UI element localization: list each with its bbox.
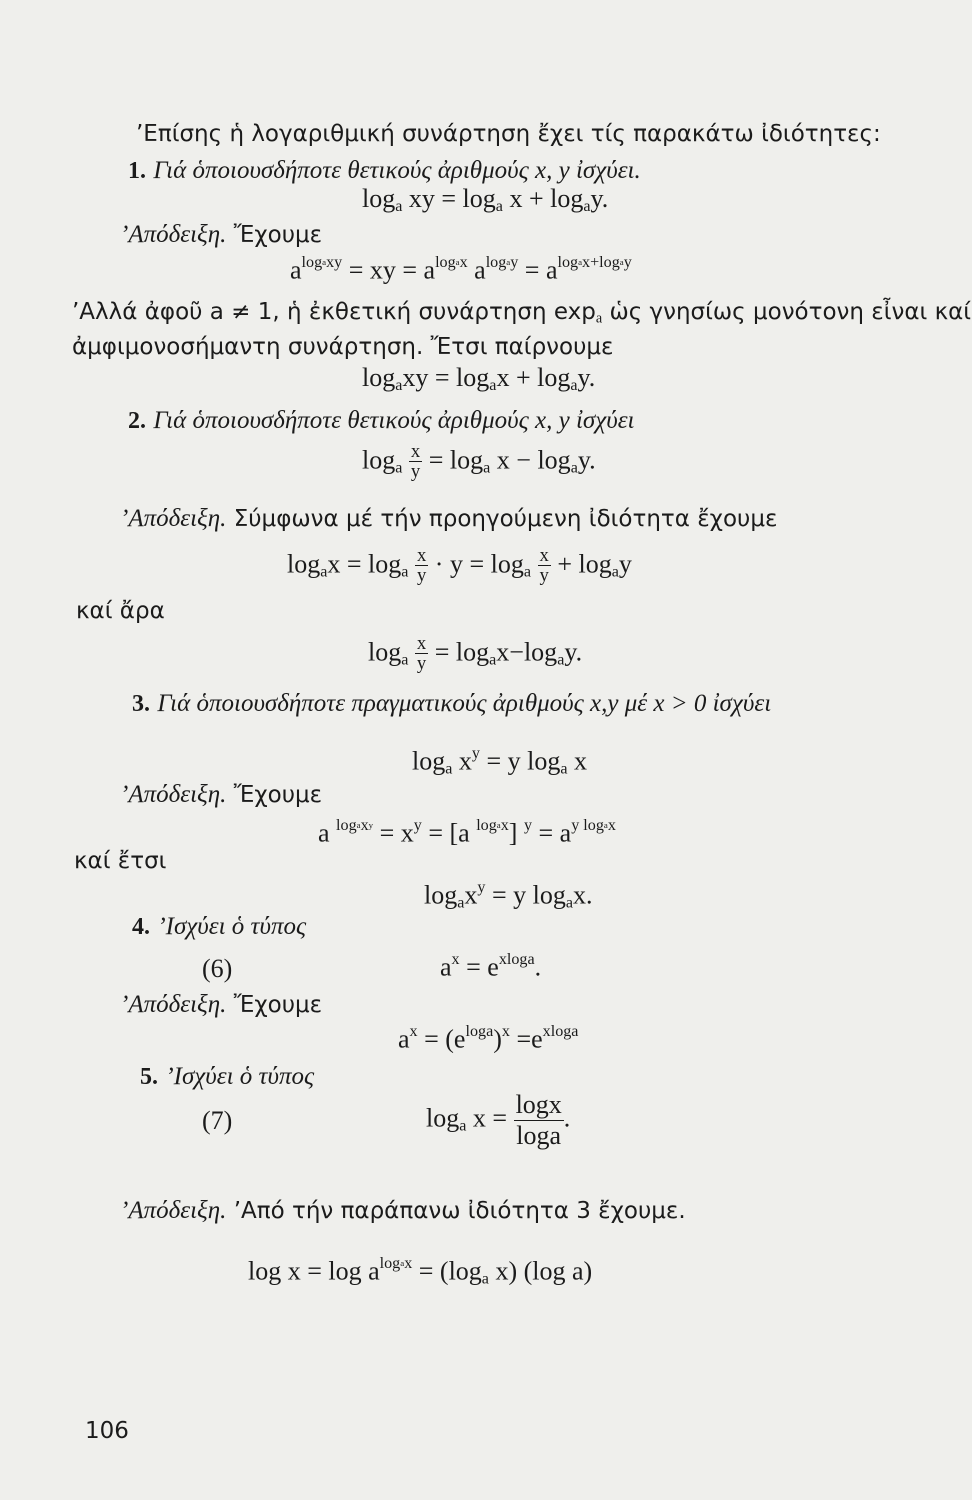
proof-5-text: ’Από τήν παράπανω ἰδιότητα 3 ἔχουμε.: [233, 1198, 686, 1224]
proof-3-heading: [120, 782, 322, 807]
item-number: 3.: [132, 691, 150, 717]
proof-1-line-1: [72, 301, 971, 326]
property-4: [132, 914, 306, 939]
equation-1-proof: $a^{logaxy}$ = xy = $a^{logax}$ $a^{logay} = a^{logax+logay}$: [290, 254, 632, 285]
proof-label: ’Απόδειξη.: [120, 781, 227, 808]
equation-4-proof: $a^x = (e^{loga})^x =e^{xloga}$: [398, 1023, 579, 1054]
equation-5-label: (7): [202, 1106, 233, 1135]
item-number: 1.: [128, 158, 146, 184]
kai-etsi: καί ἔτσι: [74, 848, 167, 874]
proof-5-heading: [120, 1198, 686, 1223]
equation-1-result: $\log_axy = \log_ax + \log_ay$.: [362, 363, 596, 395]
proof-2-heading: [120, 506, 777, 531]
equation-4: $a^x = e^{xloga}$.: [440, 951, 542, 982]
proof-1-heading: [120, 222, 322, 247]
property-3: [132, 691, 771, 716]
proof-verb: Ἔχουμε: [233, 222, 323, 248]
equation-4-label: (6): [202, 954, 233, 983]
equation-5: $\log_a x$ = $\frac{\log x}{\log a}$ .: [426, 1090, 571, 1150]
proof-verb: Ἔχουμε: [233, 992, 323, 1018]
proof-1-line-2: ἀμφιμονοσήμαντη συνάρτηση. Ἔτσι παίρνουμε: [72, 334, 614, 360]
property-5: [140, 1064, 314, 1089]
equation-2-proof: $\log_ax = \log_a$ $\frac{x}{y}$ · $y = \log_a$ $\frac{x}{y}$ + $\log_ay$: [287, 545, 632, 586]
item-number: 4.: [132, 914, 150, 940]
item-text: Γιά ὁποιουσδήποτε θετικούς ἀριθμούς x, y ἰσχύει.: [153, 157, 641, 184]
equation-2-result: $\log_a$ $\frac{x}{y}$ = $\log_ax-\log_ay$.: [368, 633, 583, 674]
item-text: Γιά ὁποιουσδήποτε θετικούς ἀριθμούς x, y ἰσχύει: [153, 407, 635, 434]
equation-1: $\log_a$ xy = $\log_a x + \log_ay$.: [362, 184, 609, 216]
intro-text: ’Επίσης ἡ λογαριθμική συνάρτηση ἔχει τίς παρακάτω ἰδιότητες:: [136, 121, 881, 147]
item-number: 2.: [128, 408, 146, 434]
proof-4-heading: [120, 992, 322, 1017]
proof-1-sub: a: [595, 310, 603, 327]
equation-3-result: $\log_ax^y = y$ $\log_ax$.: [424, 879, 593, 912]
item-text: Γιά ὁποιουσδήποτε πραγματικούς ἀριθμούς x,y μέ x > 0 ἰσχύει: [157, 690, 772, 717]
proof-label: ’Απόδειξη.: [120, 991, 227, 1018]
property-1: [128, 158, 641, 183]
proof-label: ’Απόδειξη.: [120, 1197, 227, 1224]
proof-label: ’Απόδειξη.: [120, 221, 227, 248]
equation-3: $\log_a x^y = y$ $\log_a x$: [412, 745, 587, 778]
proof-verb: Ἔχουμε: [233, 782, 323, 808]
proof-1-text-end: ὡς γνησίως μονότονη εἶναι καί: [602, 299, 972, 325]
page-number: 106: [85, 1418, 129, 1444]
equation-3-proof: a $^{logaxy} = x^y = [a$ $^{logax}$] $^y = a^{y logax}$: [318, 817, 616, 848]
proof-label: ’Απόδειξη.: [120, 505, 227, 532]
item-text: ’Ισχύει ὁ τύπος: [165, 1063, 315, 1090]
equation-2: $\log_a$ $\frac{x}{y}$ = $\log_a x - \log_ay$.: [362, 441, 596, 482]
item-number: 5.: [140, 1064, 158, 1090]
kai-ara: καί ἄρα: [76, 598, 165, 624]
item-text: ’Ισχύει ὁ τύπος: [157, 913, 307, 940]
equation-5-proof: $\log x = \log a^{logax} = (\log_a$ x) (log a): [248, 1255, 593, 1288]
proof-2-text: Σύμφωνα μέ τήν προηγούμενη ἰδιότητα ἔχουμε: [233, 506, 778, 532]
property-2: [128, 408, 635, 433]
proof-1-text: ’Αλλά ἀφοῦ a ≠ 1, ἡ ἐκθετική συνάρτηση exp: [72, 299, 596, 325]
